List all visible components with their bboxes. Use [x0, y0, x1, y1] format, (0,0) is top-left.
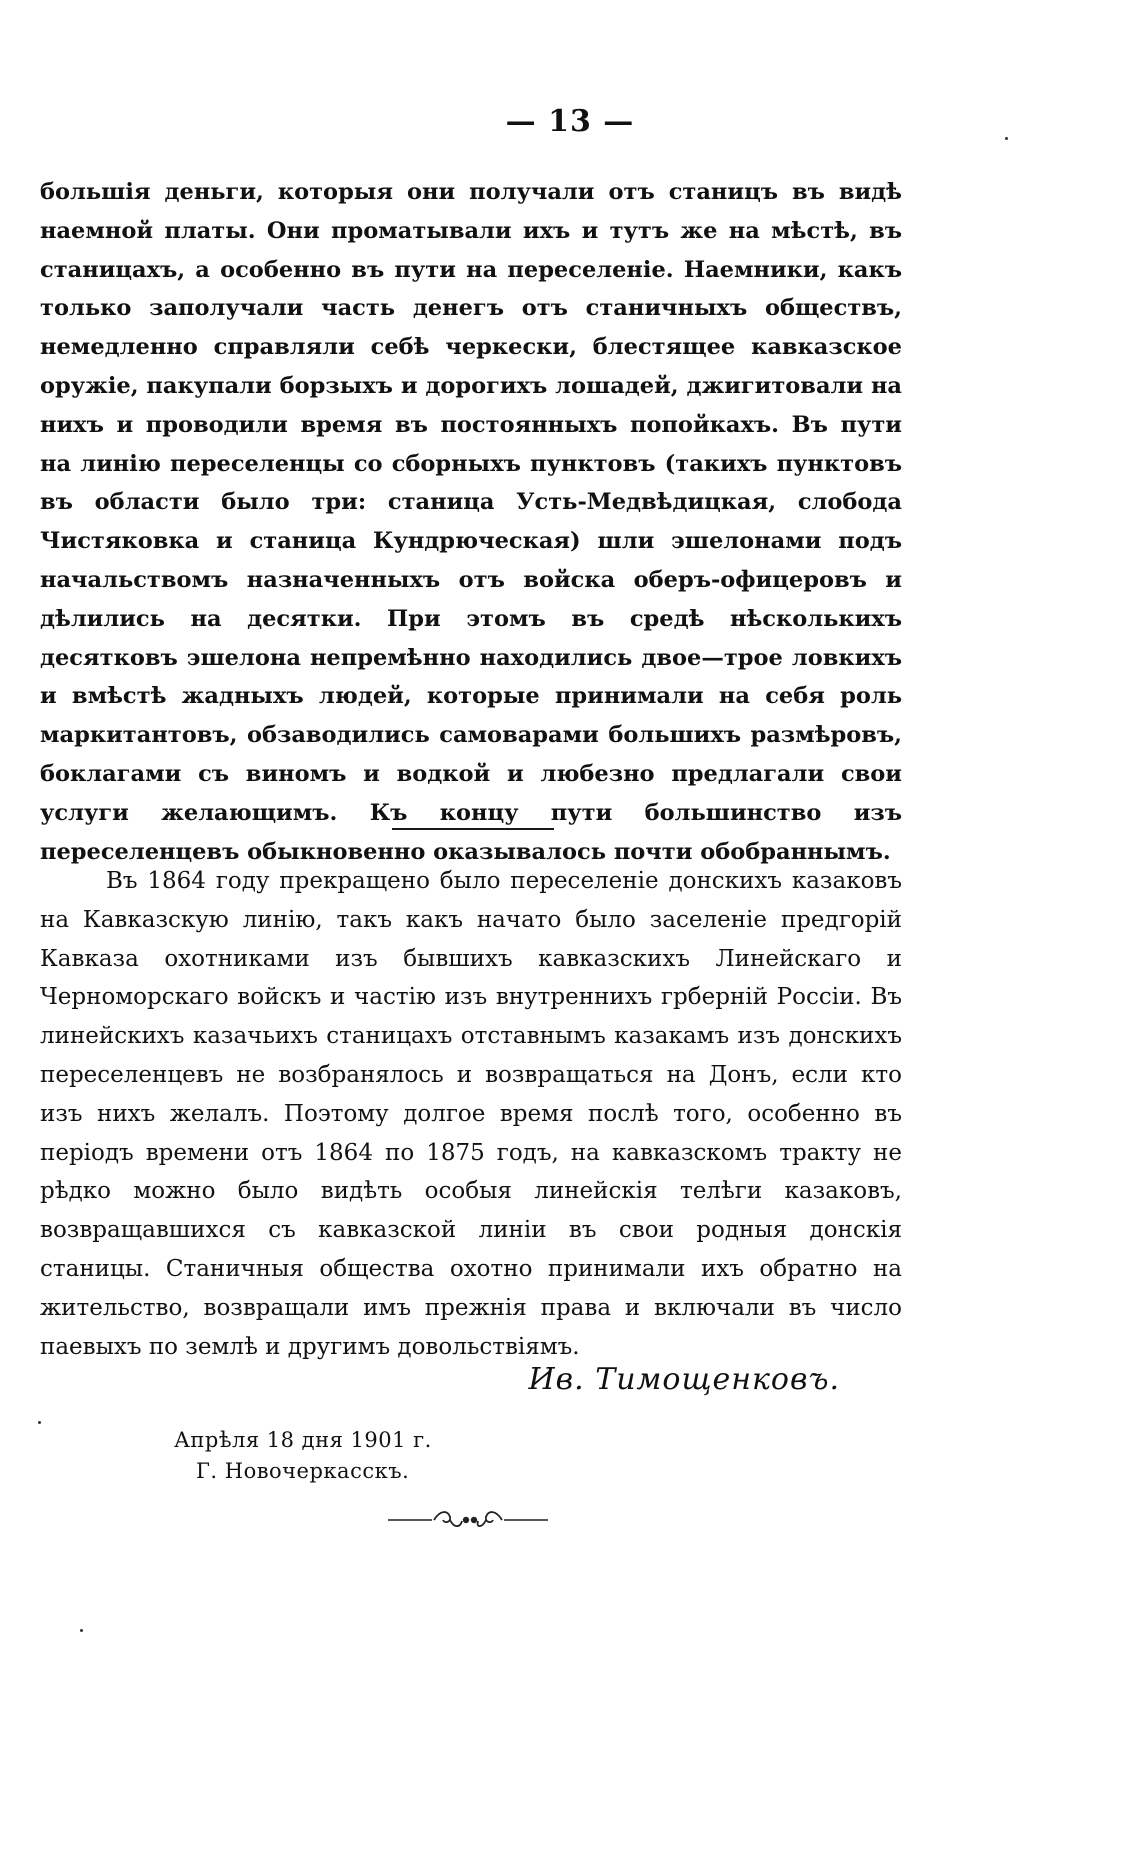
- scan-speck: [38, 1421, 41, 1424]
- scan-speck: [80, 1629, 83, 1632]
- ornament-center-dot-left: [463, 1517, 469, 1523]
- author-signature: Ив. Тимощенковъ.: [528, 1362, 840, 1397]
- ornament-scroll-left: [434, 1512, 462, 1526]
- paragraph-conclusion: Въ 1864 году прекращено было переселеніе донскихъ казаковъ на Кавказскую линію, такъ какъ начато было заселеніе предгорій Кавказа охотниками изъ бывшихъ кавказскихъ Линейскаго и Черноморскаго войскъ и частію изъ внутреннихъ грберній Россіи. Въ линейскихъ казачьихъ станицахъ отставнымъ казакамъ изъ донскихъ переселенцевъ не возбранялось и возвращаться на Донъ, если кто изъ нихъ желалъ. Поэтому долгое время послѣ того, особенно въ періодъ времени отъ 1864 по 1875 годъ, на кавказскомъ тракту не рѣдко можно было видѣть особыя линейскія телѣги казаковъ, возвращавшихся съ кавказской линіи въ свои родныя донскія станицы. Станичныя общества охотно принимали ихъ обратно на жительство, возвращали имъ прежнія права и включали въ число паевыхъ по землѣ и другимъ довольствіямъ.: [40, 868, 902, 1360]
- section-separator: [392, 828, 554, 830]
- page-number: — 13 —: [505, 104, 635, 139]
- place-line: Г. Новочеркасскъ.: [196, 1459, 410, 1483]
- scan-speck: [1005, 137, 1008, 140]
- ornament-divider: [388, 1508, 548, 1532]
- ornament-center-dot-right: [471, 1517, 477, 1523]
- date-line: Апрѣля 18 дня 1901 г.: [174, 1428, 432, 1452]
- ornament-scroll-right: [478, 1512, 502, 1526]
- paragraph-continuation: большія деньги, которыя они получали отъ станицъ въ видѣ наемной платы. Они проматывали ихъ и тутъ же на мѣстѣ, въ станицахъ, а особенно въ пути на переселеніе. Наемники, какъ только заполучали часть денегъ отъ станичныхъ обществъ, немедленно справляли себѣ черкески, блестящее кавказское оружіе, пакупали борзыхъ и дорогихъ лошадей, джигитовали на нихъ и проводили время въ постоянныхъ попойкахъ. Въ пути на линію переселенцы со сборныхъ пунктовъ (такихъ пунктовъ въ области было три: станица Усть-Медвѣдицкая, слобода Чистяковка и станица Кундрюческая) шли эшелонами подъ начальствомъ назначенныхъ отъ войска оберъ-офицеровъ и дѣлились на десятки. При этомъ въ средѣ нѣсколькихъ десятковъ эшелона непремѣнно находились двое—трое ловкихъ и вмѣстѣ жадныхъ людей, которые принимали на себя роль маркитантовъ, обзаводились самоварами большихъ размѣровъ, боклагами съ виномъ и водкой и любезно предлагали свои услуги желающимъ. Къ концу пути большинство изъ переселенцевъ обыкновенно оказывалось почти обобраннымъ.: [40, 179, 902, 865]
